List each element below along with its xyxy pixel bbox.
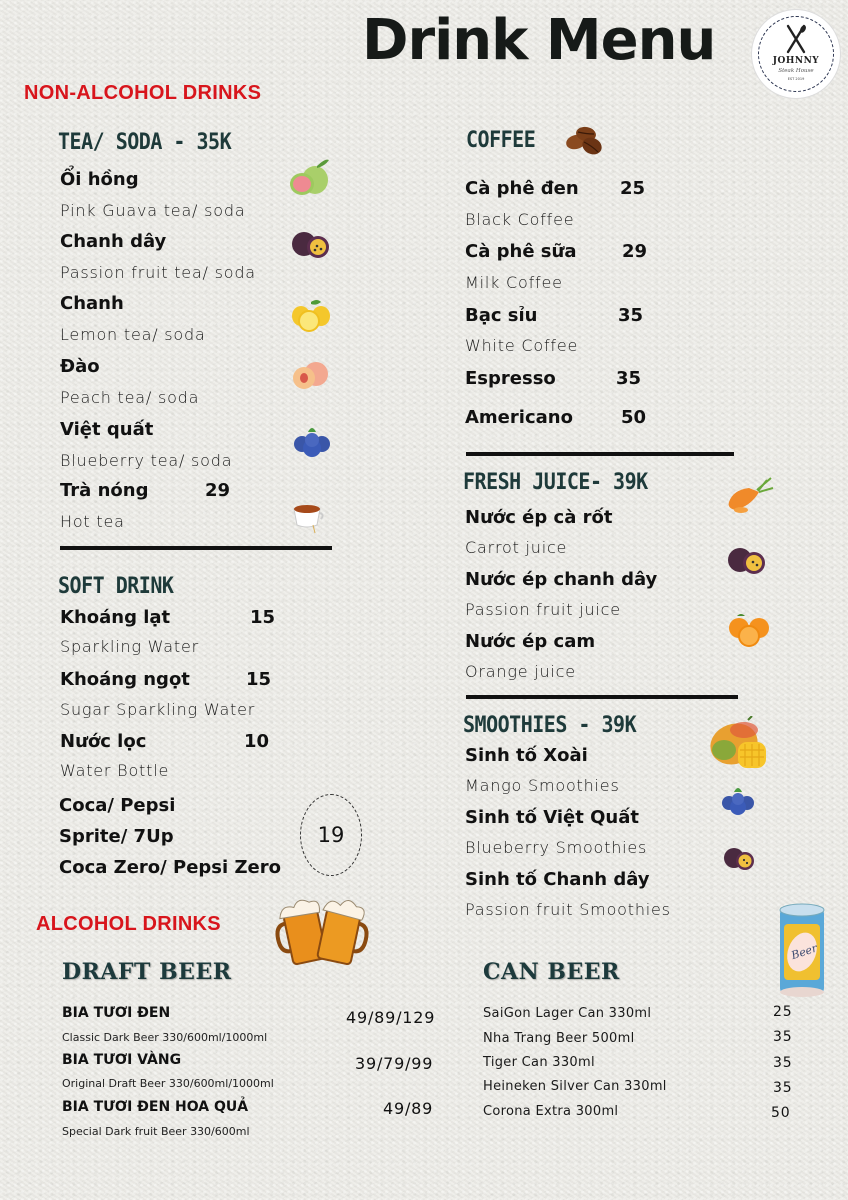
can-beer-price: 50 (771, 1105, 791, 1121)
page-title: Drink Menu (362, 8, 716, 73)
menu-item-desc: White Coffee (465, 336, 579, 355)
menu-item-desc: Carrot juice (465, 538, 568, 557)
menu-item-price: 29 (205, 480, 231, 501)
menu-item-desc: Passion fruit tea/ soda (60, 263, 256, 282)
section-divider (466, 452, 734, 456)
menu-item-price: 29 (622, 241, 648, 262)
draft-beer-desc: Special Dark fruit Beer 330/600ml (62, 1125, 250, 1138)
lemon-icon (291, 298, 331, 332)
fork-knife-icon (785, 24, 807, 54)
draft-beer-name: BIA TƯƠI ĐEN HOA QUẢ (62, 1099, 249, 1115)
menu-item-desc: Mango Smoothies (465, 776, 620, 795)
can-beer-name: SaiGon Lager Can 330ml (483, 1006, 652, 1021)
menu-item-name: Cà phê sữa (465, 241, 577, 262)
menu-item-desc: Passion fruit juice (465, 600, 621, 619)
section-divider (60, 546, 332, 550)
can-beer-name: Nha Trang Beer 500ml (483, 1031, 635, 1046)
menu-item-desc: Blueberry Smoothies (465, 838, 648, 857)
can-beer-price: 35 (773, 1080, 793, 1096)
fresh-juice-heading: FRESH JUICE- 39K (463, 468, 648, 495)
can-beer-price: 35 (773, 1029, 793, 1045)
svg-text:Beer: Beer (789, 941, 819, 963)
menu-item-desc: Peach tea/ soda (60, 388, 200, 407)
guava-icon (287, 156, 331, 198)
soda-price-badge: 19 (300, 794, 362, 876)
menu-item-desc: Sparkling Water (60, 637, 199, 656)
draft-beer-desc: Classic Dark Beer 330/600ml/1000ml (62, 1031, 268, 1044)
passion-fruit-icon (726, 546, 768, 576)
menu-item-price: 25 (620, 178, 646, 199)
menu-item-desc: Lemon tea/ soda (60, 325, 206, 344)
menu-item-name: Trà nóng (60, 480, 149, 501)
menu-item-name: Sinh tố Chanh dây (465, 869, 650, 890)
logo-name: JOHNNY (772, 56, 820, 66)
menu-item-price: 15 (250, 607, 276, 628)
menu-item-name: Americano (465, 407, 573, 428)
mango-icon (708, 716, 770, 774)
beer-can-icon (772, 902, 832, 1000)
menu-item-desc: Black Coffee (465, 210, 575, 229)
menu-item-name: Sinh tố Xoài (465, 745, 588, 766)
smoothies-heading: SMOOTHIES - 39K (463, 711, 637, 738)
can-beer-price: 35 (773, 1055, 793, 1071)
tea-cup-icon (291, 497, 327, 535)
menu-item-price: 10 (244, 731, 270, 752)
section-divider (466, 695, 738, 699)
draft-beer-name: BIA TƯƠI ĐEN (62, 1005, 171, 1021)
menu-item-name: Chanh (60, 293, 124, 314)
draft-beer-price: 49/89/129 (346, 1008, 436, 1027)
tea-soda-heading: TEA/ SODA - 35K (58, 128, 232, 155)
menu-item-name: Nước ép chanh dây (465, 569, 658, 590)
peach-icon (290, 356, 332, 392)
menu-item-name: Khoáng lạt (60, 607, 171, 628)
menu-item-desc: Orange juice (465, 662, 576, 681)
soda-item: Coca/ Pepsi (59, 795, 176, 816)
draft-beer-price: 49/89 (383, 1099, 434, 1118)
restaurant-logo (752, 10, 840, 98)
menu-item-price: 50 (621, 407, 647, 428)
draft-beer-heading: DRAFT BEER (62, 959, 232, 985)
passion-fruit-icon (722, 846, 756, 872)
blueberry-icon (720, 784, 756, 816)
menu-item-desc: Sugar Sparkling Water (60, 700, 256, 719)
draft-beer-price: 39/79/99 (355, 1054, 434, 1073)
menu-item-desc: Passion fruit Smoothies (465, 900, 671, 919)
menu-item-name: Ổi hồng (60, 169, 139, 190)
can-beer-heading: CAN BEER (483, 959, 620, 985)
logo-subtitle: Steak House (778, 68, 814, 74)
menu-item-desc: Milk Coffee (465, 273, 563, 292)
coffee-heading: COFFEE (466, 126, 536, 153)
menu-item-name: Sinh tố Việt Quất (465, 807, 639, 828)
can-beer-name: Tiger Can 330ml (483, 1055, 595, 1070)
menu-item-desc: Water Bottle (60, 761, 170, 780)
beer-mugs-icon (274, 886, 370, 978)
orange-icon (727, 612, 771, 648)
menu-item-desc: Blueberry tea/ soda (60, 451, 233, 470)
menu-item-name: Bạc sỉu (465, 305, 538, 326)
blueberry-icon (292, 424, 332, 458)
menu-item-name: Đào (60, 356, 100, 377)
menu-item-price: 35 (616, 368, 642, 389)
menu-item-name: Espresso (465, 368, 556, 389)
carrot-icon (725, 476, 775, 516)
soda-item: Coca Zero/ Pepsi Zero (59, 857, 281, 878)
alcohol-heading: ALCOHOL DRINKS (36, 913, 221, 935)
can-beer-name: Heineken Silver Can 330ml (483, 1079, 667, 1094)
menu-item-name: Nước ép cam (465, 631, 596, 652)
can-beer-price: 25 (773, 1004, 793, 1020)
passion-fruit-icon (290, 229, 332, 261)
menu-item-name: Việt quất (60, 419, 154, 440)
logo-est: EST 2019 (787, 77, 805, 81)
menu-item-price: 15 (246, 669, 272, 690)
soda-item: Sprite/ 7Up (59, 826, 174, 847)
menu-item-name: Nước lọc (60, 731, 147, 752)
non-alcohol-heading: NON-ALCOHOL DRINKS (24, 82, 262, 104)
menu-item-name: Khoáng ngọt (60, 669, 190, 690)
menu-item-name: Chanh dây (60, 231, 167, 252)
menu-item-price: 35 (618, 305, 644, 326)
draft-beer-name: BIA TƯƠI VÀNG (62, 1052, 182, 1068)
coffee-beans-icon (564, 124, 606, 158)
draft-beer-desc: Original Draft Beer 330/600ml/1000ml (62, 1077, 274, 1090)
soft-drink-heading: SOFT DRINK (58, 572, 174, 599)
menu-item-name: Nước ép cà rốt (465, 507, 613, 528)
menu-item-desc: Hot tea (60, 512, 125, 531)
menu-item-desc: Pink Guava tea/ soda (60, 201, 246, 220)
can-beer-name: Corona Extra 300ml (483, 1104, 619, 1119)
menu-item-name: Cà phê đen (465, 178, 579, 199)
